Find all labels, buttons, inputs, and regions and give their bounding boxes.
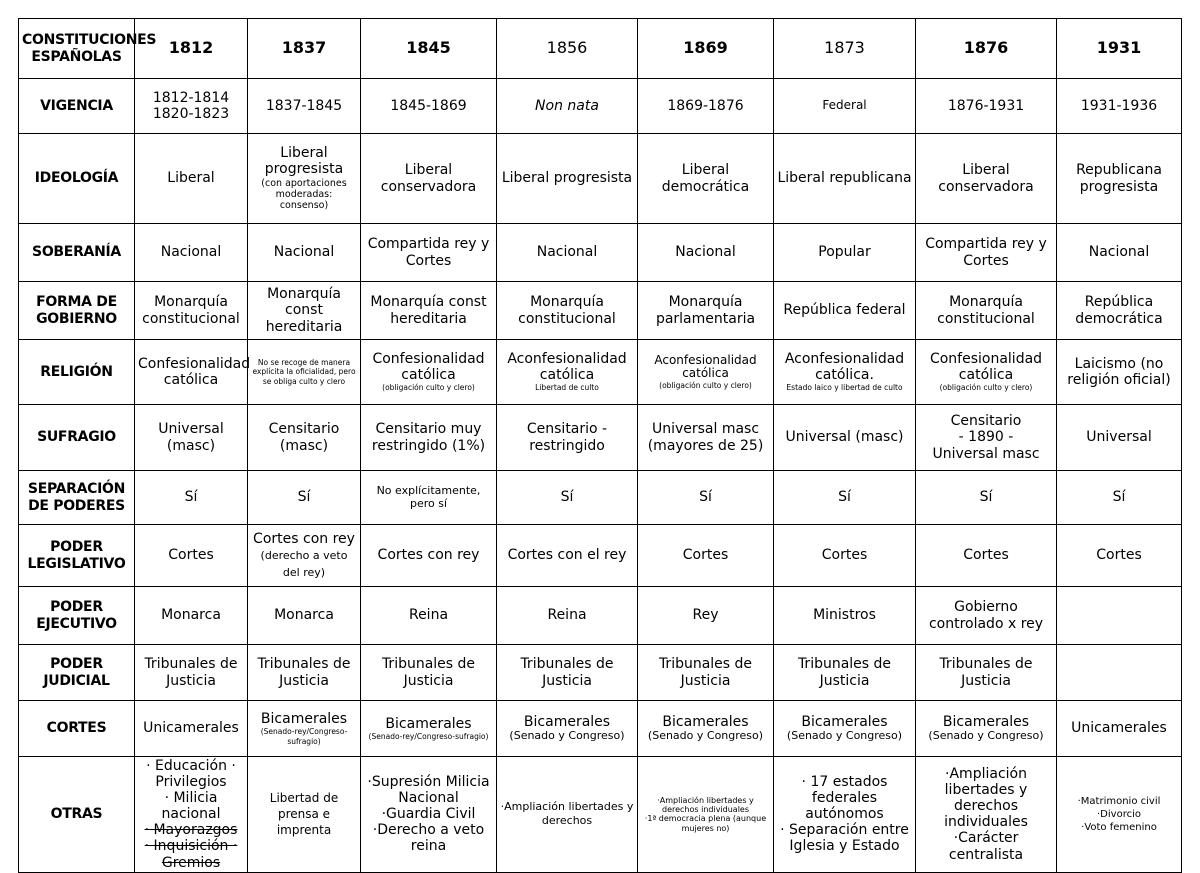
- cell: [638, 757, 774, 873]
- cell: Laicismo (no religión oficial): [1057, 340, 1182, 405]
- row-legislativo: [19, 525, 1182, 587]
- year-1873: 1873: [774, 19, 916, 79]
- cell-note: (Senado y Congreso): [786, 729, 903, 743]
- cell: Federal: [774, 79, 916, 134]
- cell: Tribunales de Justicia: [248, 645, 361, 701]
- cell: Ministros: [774, 587, 916, 645]
- cell: Sí: [774, 471, 916, 525]
- cell: Universal (masc): [135, 405, 248, 471]
- cell: 1837-1845: [248, 79, 361, 134]
- cell: [361, 757, 497, 873]
- cell-line: No explícitamente,: [376, 483, 481, 497]
- cell: Compartida rey y Cortes: [916, 224, 1057, 282]
- list-item: ·Carácter centralista: [948, 830, 1024, 863]
- cell-main: Bicamerales: [385, 715, 472, 732]
- cell-note: (Senado-rey/Congreso-sufragio): [368, 731, 489, 741]
- row-otras: [19, 757, 1182, 873]
- cell: 1869-1876: [638, 79, 774, 134]
- cell-note: No se recoge de manera explícita la oficialidad, pero se obliga culto y clero: [252, 357, 356, 386]
- cell: Censitario muy restringido (1%): [361, 405, 497, 471]
- cell: Nacional: [638, 224, 774, 282]
- cell: Liberal progresista: [497, 134, 638, 224]
- cell-main: Confesionalidad católica: [372, 351, 485, 384]
- cell: [248, 525, 361, 587]
- cell-note: (Senado y Congreso): [928, 729, 1044, 743]
- cell-note: (Senado-rey/Congreso-sufragio): [260, 727, 348, 746]
- cell: [774, 701, 916, 757]
- list-item: ·Ampliación libertades y derechos individuales: [944, 766, 1028, 831]
- cell: [135, 79, 248, 134]
- row-label: SOBERANÍA: [19, 224, 135, 282]
- cell: Reina: [361, 587, 497, 645]
- cell: Tribunales de Justicia: [361, 645, 497, 701]
- year-1845: 1845: [361, 19, 497, 79]
- cell: Libertad de prensa e imprenta: [248, 757, 361, 873]
- cell-main: Aconfesionalidad católica.: [784, 351, 905, 384]
- constitutions-table: [18, 18, 1182, 873]
- cell: Unicamerales: [1057, 701, 1182, 757]
- cell: [361, 340, 497, 405]
- cell: [135, 757, 248, 873]
- cell-note: (Senado y Congreso): [647, 729, 764, 743]
- cell: [1057, 587, 1182, 645]
- row-label: RELIGIÓN: [19, 340, 135, 405]
- cell: [361, 471, 497, 525]
- cell: Nacional: [248, 224, 361, 282]
- cell-note: (obligación culto y clero): [659, 381, 752, 391]
- row-ejecutivo: [19, 587, 1182, 645]
- cell-main: Bicamerales: [260, 711, 348, 728]
- cell: [638, 701, 774, 757]
- cell: [361, 701, 497, 757]
- list-item: · Milicia nacional: [161, 790, 221, 823]
- cell: Republicana progresista: [1057, 134, 1182, 224]
- cell: Liberal conservadora: [361, 134, 497, 224]
- list-item: ·Matrimonio civil: [1077, 795, 1161, 807]
- year-1812: 1812: [135, 19, 248, 79]
- cell: Monarquía const hereditaria: [361, 282, 497, 340]
- cell: Sí: [1057, 471, 1182, 525]
- cell: Nacional: [497, 224, 638, 282]
- cell-line: 1812-1814: [152, 89, 230, 106]
- cell-note: (con aportaciones moderadas: consenso): [261, 177, 347, 212]
- cell: Nacional: [1057, 224, 1182, 282]
- cell: Censitario (masc): [248, 405, 361, 471]
- cell: Sí: [638, 471, 774, 525]
- cell-main: Aconfesionalidad católica: [507, 351, 627, 384]
- row-label: VIGENCIA: [19, 79, 135, 134]
- cell: [1057, 645, 1182, 701]
- cell: Liberal democrática: [638, 134, 774, 224]
- row-label: PODER LEGISLATIVO: [19, 525, 135, 587]
- cell: Liberal: [135, 134, 248, 224]
- cell: 1845-1869: [361, 79, 497, 134]
- row-label: FORMA DE GOBIERNO: [19, 282, 135, 340]
- cell: Tribunales de Justicia: [135, 645, 248, 701]
- cell-line: pero sí: [409, 496, 448, 510]
- cell: Nacional: [135, 224, 248, 282]
- cell-line: 1820-1823: [152, 106, 230, 122]
- row-vigencia: [19, 79, 1182, 134]
- cell-note: Libertad de culto: [535, 383, 599, 393]
- cell: Liberal conservadora: [916, 134, 1057, 224]
- list-item: ·1ª democracia plena (aunque mujeres no): [644, 814, 767, 833]
- cell: Compartida rey y Cortes: [361, 224, 497, 282]
- cell-note: (obligación culto y clero): [382, 383, 475, 393]
- list-item: ·Voto femenino: [1081, 821, 1157, 833]
- list-item: ·Guardia Civil: [381, 806, 476, 823]
- cell-note: Estado laico y libertad de culto: [786, 383, 903, 393]
- cell: [638, 340, 774, 405]
- row-soberania: [19, 224, 1182, 282]
- list-item: · 17 estados federales autónomos: [801, 774, 888, 823]
- cell: [916, 757, 1057, 873]
- year-1876: 1876: [916, 19, 1057, 79]
- row-sufragio: [19, 405, 1182, 471]
- header-label: CONSTITUCIONES ESPAÑOLAS: [19, 19, 135, 79]
- cell: [774, 757, 916, 873]
- cell: Cortes: [916, 525, 1057, 587]
- year-1931: 1931: [1057, 19, 1182, 79]
- cell: Cortes: [774, 525, 916, 587]
- cell: República federal: [774, 282, 916, 340]
- cell: Sí: [248, 471, 361, 525]
- cell: [1057, 757, 1182, 873]
- cell: Unicamerales: [135, 701, 248, 757]
- list-item: · Educación · Privilegios: [146, 758, 236, 791]
- row-label: PODER JUDICIAL: [19, 645, 135, 701]
- cell-line: Universal masc: [932, 445, 1040, 462]
- cell-main: Bicamerales: [801, 714, 888, 731]
- cell: Universal: [1057, 405, 1182, 471]
- cell: Popular: [774, 224, 916, 282]
- list-item: ·Supresión Milicia Nacional: [367, 774, 490, 807]
- cell: Monarquía constitucional: [497, 282, 638, 340]
- cell-note: (obligación culto y clero): [939, 383, 1033, 393]
- cell: Reina: [497, 587, 638, 645]
- cell: Monarquía const hereditaria: [248, 282, 361, 340]
- cell: Cortes: [135, 525, 248, 587]
- cell: 1931-1936: [1057, 79, 1182, 134]
- cell: Sí: [135, 471, 248, 525]
- cell: [916, 701, 1057, 757]
- cell: Sí: [497, 471, 638, 525]
- list-item: · Inquisición · Gremios: [144, 838, 238, 871]
- cell: [248, 340, 361, 405]
- cell: ·Ampliación libertades y derechos: [497, 757, 638, 873]
- cell-note: (Senado y Congreso): [509, 729, 625, 743]
- cell: [774, 340, 916, 405]
- list-item: · Separación entre Iglesia y Estado: [780, 822, 909, 855]
- row-cortes: [19, 701, 1182, 757]
- year-1856: 1856: [497, 19, 638, 79]
- cell-main: Liberal progresista: [264, 145, 344, 178]
- cell: [916, 405, 1057, 471]
- year-1837: 1837: [248, 19, 361, 79]
- cell-main: Bicamerales: [523, 714, 611, 731]
- cell: República democrática: [1057, 282, 1182, 340]
- list-item: ·Derecho a veto reina: [372, 822, 485, 855]
- cell-line: - 1890 -: [958, 429, 1014, 446]
- cell: Cortes con rey: [361, 525, 497, 587]
- row-label: SUFRAGIO: [19, 405, 135, 471]
- cell: Cortes con el rey: [497, 525, 638, 587]
- row-label: SEPARACIÓN DE PODERES: [19, 471, 135, 525]
- cell: Monarquía constitucional: [916, 282, 1057, 340]
- row-judicial: [19, 645, 1182, 701]
- cell: Universal masc (mayores de 25): [638, 405, 774, 471]
- cell: [248, 701, 361, 757]
- header-row: [19, 19, 1182, 79]
- cell: Universal (masc): [774, 405, 916, 471]
- cell: Confesionalidad católica: [135, 340, 248, 405]
- row-label: IDEOLOGÍA: [19, 134, 135, 224]
- row-separacion: [19, 471, 1182, 525]
- cell-main: Bicamerales: [662, 714, 749, 731]
- row-label: OTRAS: [19, 757, 135, 873]
- cell: Cortes: [1057, 525, 1182, 587]
- cell: Monarca: [135, 587, 248, 645]
- list-item: · Mayorazgos: [144, 822, 238, 839]
- cell: Monarca: [248, 587, 361, 645]
- cell: Sí: [916, 471, 1057, 525]
- row-label: CORTES: [19, 701, 135, 757]
- cell-line: Censitario: [950, 413, 1022, 430]
- row-ideologia: [19, 134, 1182, 224]
- cell: Gobierno controlado x rey: [916, 587, 1057, 645]
- cell: Liberal republicana: [774, 134, 916, 224]
- cell-note: (derecho a veto del rey): [260, 549, 348, 579]
- row-forma-gobierno: [19, 282, 1182, 340]
- list-item: ·Divorcio: [1097, 808, 1141, 820]
- cell: Rey: [638, 587, 774, 645]
- cell-main: Confesionalidad católica: [929, 351, 1043, 384]
- list-item: ·Ampliación libertades y derechos individuales: [657, 795, 754, 815]
- cell: Monarquía constitucional: [135, 282, 248, 340]
- cell-main: Bicamerales: [942, 714, 1030, 731]
- cell-main: Aconfesionalidad católica: [654, 352, 757, 381]
- cell: Cortes: [638, 525, 774, 587]
- cell: [497, 701, 638, 757]
- cell: Tribunales de Justicia: [638, 645, 774, 701]
- cell: Censitario - restringido: [497, 405, 638, 471]
- cell: [248, 134, 361, 224]
- cell: Tribunales de Justicia: [497, 645, 638, 701]
- year-1869: 1869: [638, 19, 774, 79]
- cell: Monarquía parlamentaria: [638, 282, 774, 340]
- cell: Tribunales de Justicia: [774, 645, 916, 701]
- cell: Tribunales de Justicia: [916, 645, 1057, 701]
- cell: [497, 340, 638, 405]
- cell-main: Cortes con rey: [253, 531, 355, 548]
- cell: [916, 340, 1057, 405]
- row-religion: [19, 340, 1182, 405]
- cell: Non nata: [497, 79, 638, 134]
- cell: 1876-1931: [916, 79, 1057, 134]
- row-label: PODER EJECUTIVO: [19, 587, 135, 645]
